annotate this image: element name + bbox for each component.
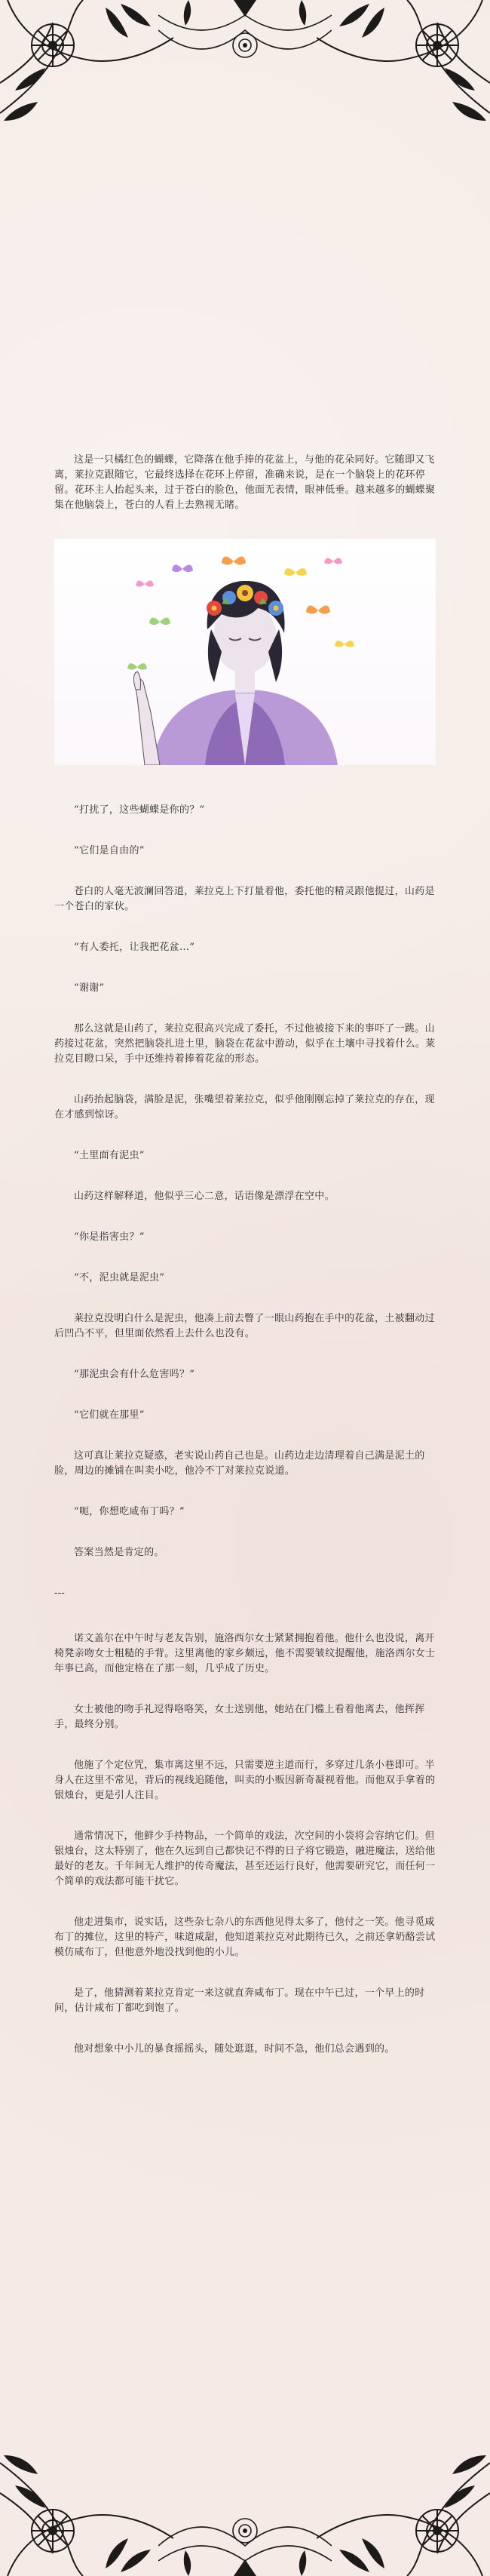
dialogue-line: “那泥虫会有什么危害吗？” [74, 1369, 195, 1380]
paragraph: 苍白的人毫无波澜回答道，莱拉克上下打量着他，委托他的精灵跟他提过，山药是一个苍白的家伙。 [54, 886, 435, 912]
dialogue-line: “打扰了，这些蝴蝶是你的？” [74, 804, 205, 816]
boy-with-flower-crown-and-butterflies [54, 539, 436, 765]
paragraph: 通常情况下，他鲜少手持物品，一个简单的戏法，次空间的小袋将会容纳它们。但银烛台，这太特别了，他在久远到自己都快记不得的日子将它锻造，融进魔法，送给他最好的老友。千年间无人维护的传奇魔法，甚至还运行良好，他需要研究它，而任何一个简单的戏法都可能干扰它。 [54, 1831, 436, 1887]
story-body [54, 453, 436, 2083]
dialogue-line: “谢谢” [74, 982, 105, 994]
dialogue-line: “土里面有泥虫” [74, 1150, 145, 1161]
dialogue-line: “它们是自由的” [74, 845, 145, 856]
illustration [54, 539, 436, 765]
dialogue-line: “有人委托，让我把花盆…” [74, 942, 195, 953]
paragraph: 那么这就是山药了，莱拉克很高兴完成了委托，不过他被接下来的事吓了一跳。山药接过花盆，突然把脑袋扎进土里，脑袋在花盆中游动，似乎在土壤中寻找着什么。莱拉克目瞪口呆，手中还维持着捧着花盆的形态。 [54, 1023, 436, 1065]
paragraph: 山药这样解释道，他似乎三心二意，话语像是漂浮在空中。 [74, 1191, 335, 1202]
paragraph: 莱拉克没明白什么是泥虫，他凑上前去瞥了一眼山药抱在手中的花盆，土被翻动过后凹凸不平，但里面依然看上去什么也没有。 [54, 1313, 435, 1339]
corner-ornament-bottom-left [0, 2440, 173, 2576]
paragraph: 这可真让莱拉克疑惑，老实说山药自己也是。山药边走边清理着自己满是泥土的脸，周边的摊铺在叫卖小吃，他冷不丁对莱拉克说道。 [54, 1450, 425, 1477]
paragraph: 他施了个定位咒，集市离这里不远，只需要逆主道而行，多穿过几条小巷即可。半身人在这里不常见，背后的视线追随他，叫卖的小贩因新奇凝视着他。而他双手拿着的银烛台，更是引人注目。 [54, 1760, 436, 1801]
paragraph: 答案当然是肯定的。 [74, 1547, 164, 1558]
dialogue-line: “你是指害虫？” [74, 1231, 145, 1243]
corner-ornament-top-right [317, 0, 490, 136]
paragraph: 诺文盖尔在中午时与老友告别，施洛西尔女士紧紧拥抱着他。他什么也没说，离开椅凳亲吻女士粗糙的手背。这里离他的家乡颇远，他不需要皱纹提醒他，施洛西尔女士年事已高，而他定格在了那一刻，几乎成了历史。 [54, 1633, 436, 1674]
corner-ornament-top-left [0, 0, 173, 136]
paragraph: 是了，他猜测着莱拉克肯定一来这就直奔咸布丁。现在中午已过，一个早上的时间，估计咸布丁都吃到饱了。 [54, 1987, 425, 2014]
top-lace-band [158, 0, 332, 91]
dialogue-line: “呃，你想吃咸布丁吗？” [74, 1506, 185, 1517]
paragraph: 这是一只橘红色的蝴蝶，它降落在他手捧的花盆上，与他的花朵同好。它随即又飞离，莱拉克跟随它，它最终选择在花环上停留，准确来说，是在一个脑袋上的花环停留。花环主人抬起头来，过于苍白的脸色，他面无表情，眼神低垂。越来越多的蝴蝶聚集在他脑袋上，苍白的人看上去熟视无睹。 [54, 454, 436, 511]
paragraph: 他对想象中小儿的暴食摇摇头，随处逛逛，时间不急，他们总会遇到的。 [74, 2043, 395, 2055]
dialogue-line: “它们就在那里” [74, 1409, 145, 1421]
butterfly-orange [222, 556, 246, 564]
section-divider: --- [54, 1588, 66, 1599]
paragraph: 女士被他的吻手礼逗得咯咯笑，女士送别他，她站在门槛上看着他离去，他挥挥手，最终分别。 [54, 1704, 425, 1730]
corner-ornament-bottom-right [317, 2440, 490, 2576]
bottom-lace-band [158, 2485, 332, 2576]
paragraph: 他走进集市，说实话，这些杂七杂八的东西他见得太多了，他付之一笑。他寻觅咸布丁的摊位，这里的特产，味道咸甜，他知道莱拉克对此期待已久，之前还拿奶酪尝试模仿咸布丁，但他意外地没找到他的小儿。 [54, 1917, 436, 1958]
dialogue-line: “不，泥虫就是泥虫” [74, 1272, 165, 1283]
paragraph: 山药抬起脑袋，满脸是泥，张嘴望着莱拉克，似乎他刚刚忘掉了莱拉克的存在，现在才感到惊讶。 [54, 1094, 435, 1120]
